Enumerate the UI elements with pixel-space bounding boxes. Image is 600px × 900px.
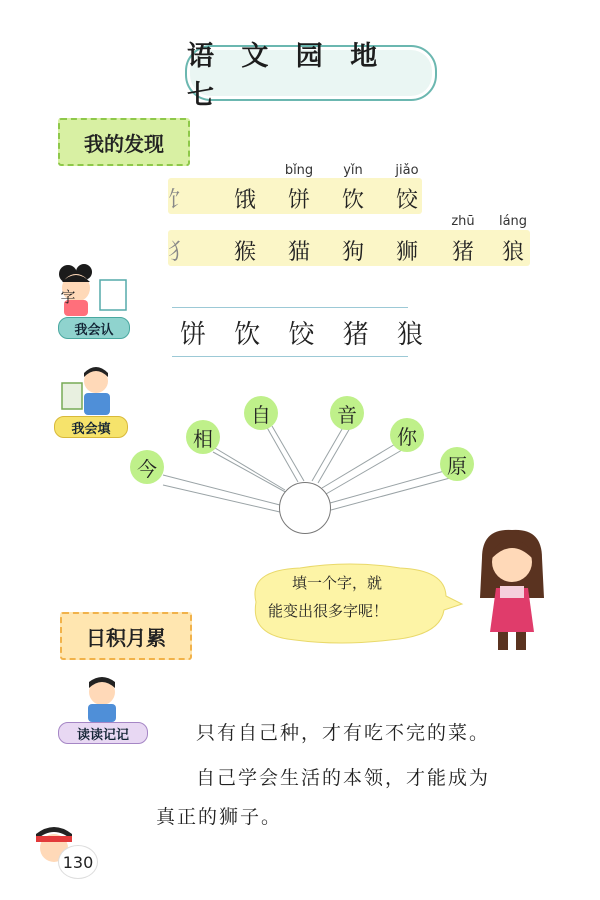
badge-read: 读读记记	[58, 722, 148, 744]
char: 狼	[501, 240, 524, 265]
char: 猪	[451, 240, 474, 265]
diagram-char: 自	[244, 396, 278, 430]
card-char: 字	[60, 288, 76, 306]
page-number: 130	[58, 845, 98, 879]
reading-line-2: 自己学会生活的本领，才能成为	[196, 767, 491, 789]
char: 狮	[395, 240, 418, 265]
badge-recognize: 我会认	[58, 317, 130, 339]
radical-shi: 饣	[167, 188, 190, 213]
diagram-char: 音	[330, 396, 364, 430]
diagram-char: 原	[440, 447, 474, 481]
girl-illustration	[474, 528, 550, 652]
char: 饮	[341, 188, 364, 213]
diagram-char: 今	[130, 450, 164, 484]
pinyin: jiǎo	[395, 163, 419, 178]
section-label-accumulate: 日积月累	[60, 612, 192, 660]
pinyin: yǐn	[343, 163, 363, 178]
speech-line-2: 能变出很多字呢！	[268, 602, 389, 620]
speech-line-1: 填一个字，就	[292, 574, 383, 592]
pinyin: zhū	[451, 214, 475, 229]
diagram-char: 相	[186, 420, 220, 454]
section-label-discover: 我的发现	[58, 118, 190, 166]
recognize-chars: 饼 饮 饺 猪 狼	[180, 320, 434, 350]
char: 狗	[341, 240, 364, 265]
diagram-char: 你	[390, 418, 424, 452]
badge-fill: 我会填	[54, 416, 128, 438]
center-blank-circle[interactable]	[279, 482, 331, 534]
char: 猫	[287, 240, 310, 265]
char: 猴	[233, 240, 256, 265]
pinyin: bǐng	[284, 163, 314, 178]
reading-line-1: 只有自己种，才有吃不完的菜。	[196, 722, 491, 744]
char: 饺	[395, 188, 418, 213]
boy-thinking-illustration	[72, 674, 132, 724]
radical-quan: 犭	[167, 240, 190, 265]
reading-line-3: 真正的狮子。	[156, 806, 283, 828]
pinyin: láng	[498, 214, 528, 229]
char: 饼	[287, 188, 310, 213]
page-title: 语 文 园 地 七	[185, 45, 437, 101]
char: 饿	[233, 188, 256, 213]
